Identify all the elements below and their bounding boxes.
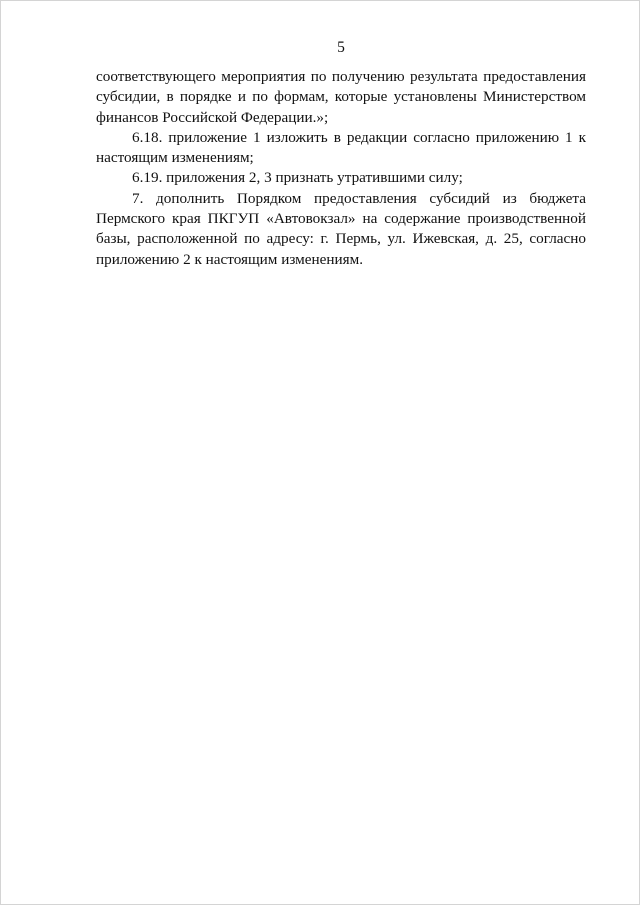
paragraph-continuation: соответствующего мероприятия по получению результата предоставления субсидии, в порядке и по формам, которые установлены Министерством финансов Российской Федерации.»; <box>96 68 586 126</box>
document-body <box>96 67 586 270</box>
paragraph-6-18: 6.18. приложение 1 изложить в редакции согласно приложению 1 к настоящим изменениям; <box>96 128 586 167</box>
page-number: 5 <box>337 39 345 56</box>
paragraph-6-19: 6.19. приложения 2, 3 признать утратившими силу; <box>132 169 463 187</box>
paragraph-7: 7. дополнить Порядком предоставления субсидий из бюджета Пермского края ПКГУП «Автовокзал» на содержание производственной базы, расположенной по адресу: г. Пермь, ул. Ижевская, д. 25, согласно приложению 2 к настоящим изменениям. <box>96 189 586 268</box>
